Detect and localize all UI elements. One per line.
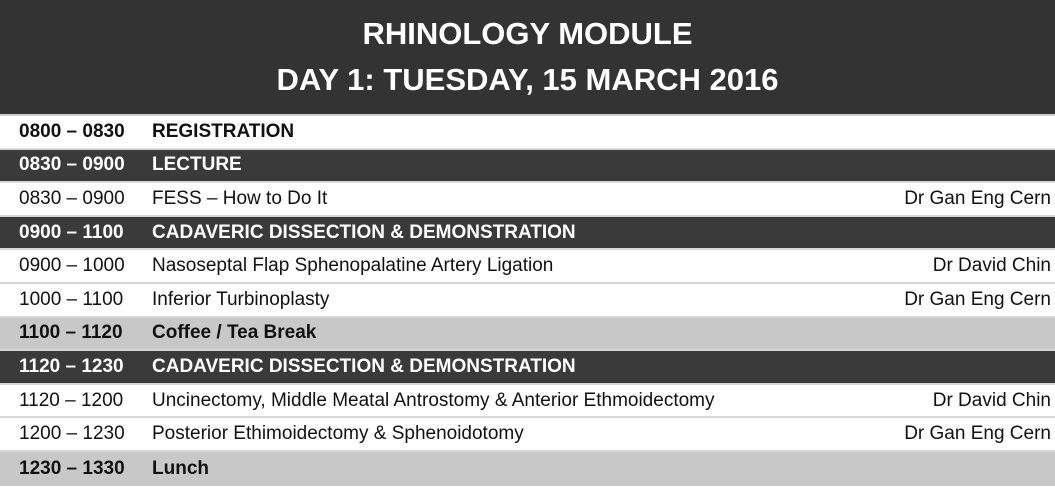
row-time: 1100 – 1120 <box>19 322 123 344</box>
table-row <box>0 250 1055 284</box>
row-title: CADAVERIC DISSECTION & DEMONSTRATION <box>152 221 576 243</box>
table-row <box>0 116 1055 150</box>
row-title: Nasoseptal Flap Sphenopalatine Artery Ligation <box>152 255 554 277</box>
module-title: RHINOLOGY MODULE <box>362 16 693 51</box>
table-row <box>0 217 1055 251</box>
row-speaker: Dr Gan Eng Cern <box>904 288 1051 310</box>
schedule-table <box>0 116 1055 486</box>
row-speaker: Dr David Chin <box>932 389 1051 411</box>
table-row <box>0 351 1055 385</box>
row-time: 0830 – 0900 <box>19 187 125 209</box>
row-speaker: Dr Gan Eng Cern <box>904 187 1051 209</box>
row-time: 1200 – 1230 <box>19 423 125 445</box>
row-title: Lunch <box>152 457 209 479</box>
day-title: DAY 1: TUESDAY, 15 MARCH 2016 <box>276 62 779 97</box>
row-title: CADAVERIC DISSECTION & DEMONSTRATION <box>152 355 576 377</box>
row-title: Inferior Turbinoplasty <box>152 288 330 310</box>
row-speaker: Dr Gan Eng Cern <box>904 423 1051 445</box>
row-title: Uncinectomy, Middle Meatal Antrostomy & Anterior Ethmoidectomy <box>152 389 715 411</box>
table-row <box>0 183 1055 217</box>
row-time: 1120 – 1200 <box>19 389 124 411</box>
table-row <box>0 318 1055 352</box>
row-time: 1230 – 1330 <box>19 457 125 479</box>
row-title: FESS – How to Do It <box>152 187 328 209</box>
table-row <box>0 418 1055 452</box>
table-row <box>0 284 1055 318</box>
row-time: 1120 – 1230 <box>19 355 124 377</box>
row-title: LECTURE <box>152 154 242 176</box>
row-title: Posterior Ethimoidectomy & Sphenoidotomy <box>152 423 524 445</box>
table-row <box>0 385 1055 419</box>
row-time: 0800 – 0830 <box>19 120 125 142</box>
row-time: 0830 – 0900 <box>19 154 125 176</box>
row-title: REGISTRATION <box>152 120 295 142</box>
row-title: Coffee / Tea Break <box>152 322 317 344</box>
table-row <box>0 150 1055 184</box>
schedule-header <box>0 0 1055 116</box>
row-time: 1000 – 1100 <box>19 288 124 310</box>
table-row <box>0 452 1055 486</box>
row-time: 0900 – 1000 <box>19 255 125 277</box>
row-time: 0900 – 1100 <box>19 221 124 243</box>
row-speaker: Dr David Chin <box>932 255 1051 277</box>
